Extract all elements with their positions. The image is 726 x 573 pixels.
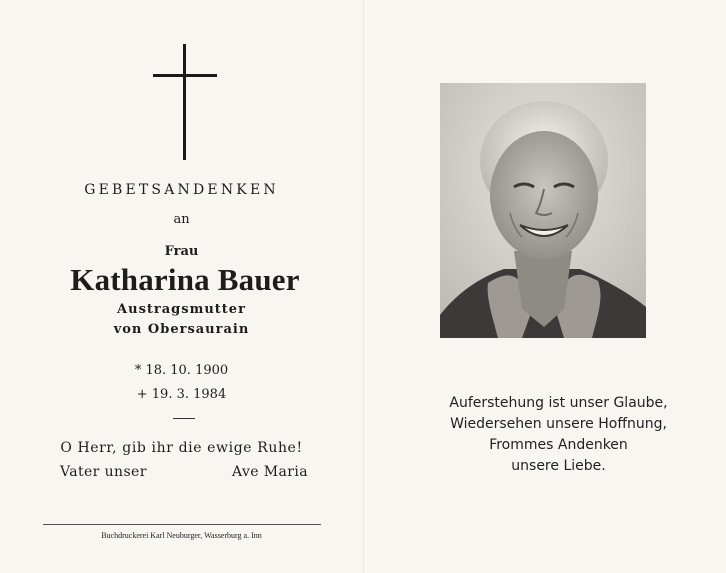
prayer-ave-maria: Ave Maria <box>232 464 308 480</box>
printer-imprint: Buchdruckerei Karl Neuburger, Wasserburg a. Inn <box>101 531 262 540</box>
quote-line-2: Wiedersehen unsere Hoffnung, <box>450 416 667 432</box>
right-panel <box>363 0 726 573</box>
quote-line-3: Frommes Andenken <box>489 437 628 453</box>
death-date: + 19. 3. 1984 <box>136 387 227 402</box>
card-title: GEBETSANDENKEN <box>84 182 279 198</box>
salutation: Frau <box>164 244 199 259</box>
dedication-word: an <box>173 212 190 227</box>
birth-date: * 18. 10. 1900 <box>134 363 229 378</box>
cross-vertical-bar <box>183 44 186 160</box>
portrait-image <box>440 83 646 338</box>
prayer-line: O Herr, gib ihr die ewige Ruhe! <box>60 440 303 456</box>
quote-line-4: unsere Liebe. <box>511 458 606 474</box>
prayer-vater-unser: Vater unser <box>60 464 147 480</box>
cross-horizontal-bar <box>153 74 217 77</box>
footer-rule <box>43 524 321 525</box>
quote-line-1: Auferstehung ist unser Glaube, <box>449 395 668 411</box>
portrait-photo <box>440 83 646 338</box>
home-place: von Obersaurain <box>113 322 250 337</box>
occupation: Austragsmutter <box>117 302 246 317</box>
deceased-name: Katharina Bauer <box>70 262 300 297</box>
separator <box>173 418 195 419</box>
